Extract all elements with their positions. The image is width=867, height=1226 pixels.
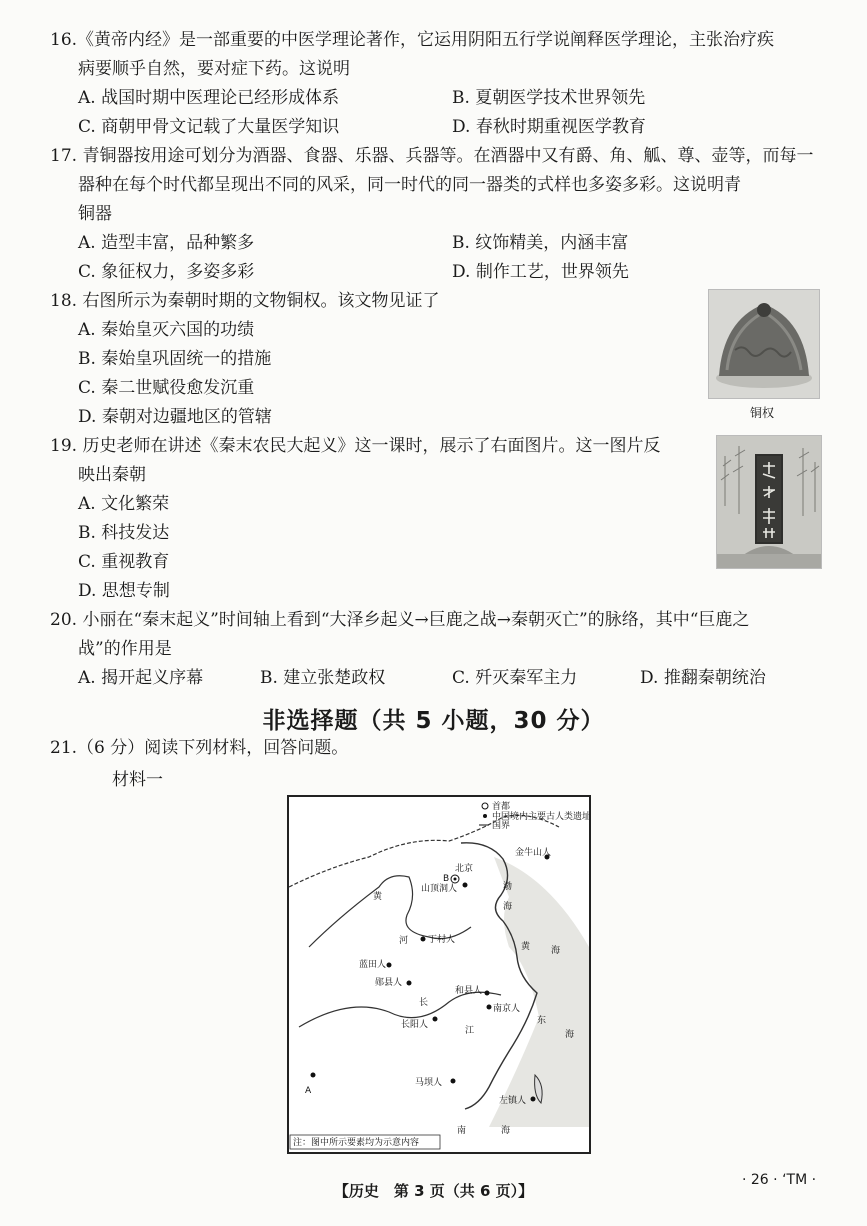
q17-stem-line3: 铜器: [78, 204, 112, 224]
stele-photo: [716, 435, 822, 569]
sea-huang: 黄: [521, 942, 531, 952]
legend-site: 中国境内主要古人类遗址: [492, 812, 589, 822]
sea-dong-hai: 海: [565, 1030, 575, 1040]
bronze-weight-caption: 铜权: [750, 406, 775, 420]
river-he: 河: [399, 936, 409, 946]
q17-stem-line1: 17. 青铜器按用途可划分为酒器、食器、乐器、兵器等。在酒器中又有爵、角、觚、尊、壶等，而每一: [50, 146, 814, 166]
q18-option-b[interactable]: B. 秦始皇巩固统一的措施: [78, 349, 272, 369]
map-note: 注：图中所示要素均为示意内容: [293, 1138, 420, 1148]
page-code: · 26 · ‘TM ·: [742, 1172, 817, 1188]
river-jiang: 江: [465, 1026, 475, 1036]
q16-stem-line2: 病要顺乎自然，要对症下药。这说明: [78, 59, 350, 79]
sea-bo: 渤: [503, 882, 513, 892]
q16-option-a[interactable]: A. 战国时期中医理论已经形成体系: [78, 88, 340, 108]
sea-nan-hai: 海: [501, 1126, 511, 1136]
label-zuozhen: 左镇人: [499, 1096, 527, 1106]
q19-option-c[interactable]: C. 重视教育: [78, 552, 170, 572]
q17-option-c[interactable]: C. 象征权力，多姿多彩: [78, 262, 255, 282]
sea-huang-hai: 海: [551, 946, 561, 956]
marker-b: B: [443, 874, 450, 884]
river-huang: 黄: [373, 892, 383, 902]
legend-capital: 首都: [492, 802, 511, 812]
q17-option-b[interactable]: B. 纹饰精美，内涵丰富: [452, 233, 629, 253]
q16-option-b[interactable]: B. 夏朝医学技术世界领先: [452, 88, 646, 108]
q20-stem-line2: 战”的作用是: [78, 639, 172, 659]
label-changyang: 长阳人: [401, 1020, 429, 1030]
section-title: 非选择题（共 5 小题，30 分）: [262, 708, 605, 734]
ancient-humans-map: [287, 795, 591, 1154]
q16-stem-line1: 16.《黄帝内经》是一部重要的中医学理论著作，它运用阴阳五行学说阐释医学理论，主张治疗疾: [50, 30, 775, 50]
q18-option-d[interactable]: D. 秦朝对边疆地区的管辖: [78, 407, 272, 427]
page-footer: 【历史 第 3 页（共 6 页）】: [333, 1182, 534, 1200]
label-jinniushan: 金牛山人: [515, 848, 552, 858]
q18-option-c[interactable]: C. 秦二世赋役愈发沉重: [78, 378, 255, 398]
q16-option-c[interactable]: C. 商朝甲骨文记载了大量医学知识: [78, 117, 340, 137]
q20-stem-line1: 20. 小丽在“秦末起义”时间轴上看到“大泽乡起义→巨鹿之战→秦朝灭亡”的脉络，其中“巨鹿之: [50, 610, 750, 630]
map-canvas: [289, 797, 589, 1152]
label-nanjing: 南京人: [493, 1004, 521, 1014]
label-beijing: 北京: [455, 864, 474, 874]
sea-bo-hai: 海: [503, 902, 513, 912]
q21-stem: 21.（6 分）阅读下列材料，回答问题。: [50, 738, 349, 758]
q17-option-d[interactable]: D. 制作工艺，世界领先: [452, 262, 629, 282]
sea-nan: 南: [457, 1126, 467, 1136]
label-lantian: 蓝田人: [359, 960, 387, 970]
q19-option-b[interactable]: B. 科技发达: [78, 523, 170, 543]
q19-option-a[interactable]: A. 文化繁荣: [78, 494, 170, 514]
label-yunxian: 郧县人: [375, 978, 403, 988]
label-dingcun: 丁村人: [428, 935, 456, 945]
q20-option-a[interactable]: A. 揭开起义序幕: [78, 668, 204, 688]
q18-stem: 18. 右图所示为秦朝时期的文物铜权。该文物见证了: [50, 291, 440, 311]
river-chang: 长: [419, 998, 429, 1008]
q17-option-a[interactable]: A. 造型丰富，品种繁多: [78, 233, 255, 253]
q19-option-d[interactable]: D. 思想专制: [78, 581, 170, 601]
label-maba: 马坝人: [415, 1078, 443, 1088]
legend-border: 国界: [492, 821, 511, 831]
label-hexian: 和县人: [455, 986, 483, 996]
q18-option-a[interactable]: A. 秦始皇灭六国的功绩: [78, 320, 255, 340]
q20-option-d[interactable]: D. 推翻秦朝统治: [640, 668, 766, 688]
q17-stem-line2: 器种在每个时代都呈现出不同的风采，同一时代的同一器类的式样也多姿多彩。这说明青: [78, 175, 741, 195]
q16-option-d[interactable]: D. 春秋时期重视医学教育: [452, 117, 646, 137]
label-shandingdong: 山顶洞人: [421, 884, 458, 894]
q19-stem-line1: 19. 历史老师在讲述《秦末农民大起义》这一课时，展示了右面图片。这一图片反: [50, 436, 661, 456]
marker-a: A: [305, 1086, 312, 1096]
bronze-weight-photo: [708, 289, 820, 399]
q19-stem-line2: 映出秦朝: [78, 465, 146, 485]
sea-dong: 东: [537, 1016, 547, 1026]
q20-option-b[interactable]: B. 建立张楚政权: [260, 668, 386, 688]
q20-option-c[interactable]: C. 歼灭秦军主力: [452, 668, 578, 688]
q21-material1-label: 材料一: [112, 770, 163, 790]
